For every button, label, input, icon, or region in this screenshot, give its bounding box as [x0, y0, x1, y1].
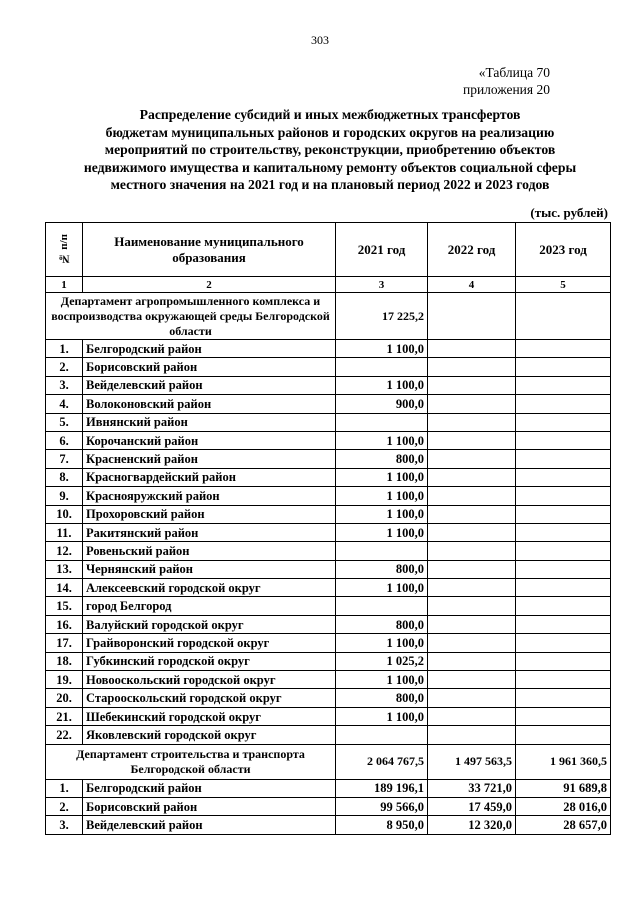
table-row [46, 395, 611, 413]
municipality-name: Губкинский городской округ [83, 652, 336, 670]
page-number: 303 [311, 33, 329, 47]
value-2022 [428, 376, 516, 394]
col-header-2022: 2022 год [428, 223, 516, 277]
municipality-name: Вейделевский район [83, 816, 336, 834]
row-number: 14. [46, 579, 83, 597]
municipality-name: Борисовский район [83, 358, 336, 376]
municipality-name: Прохоровский район [83, 505, 336, 523]
value-2021 [336, 542, 428, 560]
department-name: Департамент строительства и транспорта Белгородской области [46, 744, 336, 779]
value-2023 [516, 560, 611, 578]
department-total-2021: 17 225,2 [336, 293, 428, 340]
row-number: 18. [46, 652, 83, 670]
value-2022 [428, 671, 516, 689]
value-2023: 28 016,0 [516, 797, 611, 815]
value-2023 [516, 634, 611, 652]
municipality-name: Новооскольский городской округ [83, 671, 336, 689]
table-row [46, 450, 611, 468]
value-2023 [516, 431, 611, 449]
value-2022 [428, 560, 516, 578]
value-2022 [428, 652, 516, 670]
municipality-name: Красногвардейский район [83, 468, 336, 486]
table-row [46, 652, 611, 670]
department-total-2023: 1 961 360,5 [516, 744, 611, 779]
value-2021: 1 100,0 [336, 376, 428, 394]
value-2021: 1 100,0 [336, 340, 428, 358]
row-number: 11. [46, 523, 83, 541]
table-row [46, 468, 611, 486]
row-number: 16. [46, 615, 83, 633]
title-line: мероприятий по строительству, реконструкции, приобретению объектов [104, 142, 556, 157]
municipality-name: Старооскольский городской округ [83, 689, 336, 707]
value-2021: 1 100,0 [336, 579, 428, 597]
municipality-name: Валуйский городской округ [83, 615, 336, 633]
table-row [46, 615, 611, 633]
value-2023 [516, 450, 611, 468]
value-2022 [428, 340, 516, 358]
value-2021: 1 100,0 [336, 468, 428, 486]
header-row [46, 223, 611, 277]
title-line: местного значения на 2021 год и на плановый период 2022 и 2023 годов [110, 177, 550, 192]
value-2021: 8 950,0 [336, 816, 428, 834]
value-2022: 33 721,0 [428, 779, 516, 797]
row-number: 19. [46, 671, 83, 689]
column-number: 4 [428, 277, 516, 293]
title-line: Распределение субсидий и иных межбюджетных трансфертов [139, 107, 521, 122]
value-2023 [516, 542, 611, 560]
value-2021: 800,0 [336, 560, 428, 578]
table-row [46, 671, 611, 689]
table-row [46, 431, 611, 449]
value-2021 [336, 726, 428, 744]
value-2022 [428, 542, 516, 560]
value-2021: 800,0 [336, 689, 428, 707]
row-number: 2. [46, 797, 83, 815]
row-number: 20. [46, 689, 83, 707]
table-row [46, 523, 611, 541]
value-2023 [516, 707, 611, 725]
value-2021: 99 566,0 [336, 797, 428, 815]
municipality-name: Корочанский район [83, 431, 336, 449]
value-2022: 12 320,0 [428, 816, 516, 834]
value-2022 [428, 707, 516, 725]
department-name: Департамент агропромышленного комплекса и воспроизводства окружающей среды Белгородской области [46, 293, 336, 340]
municipality-name: Белгородский район [83, 779, 336, 797]
value-2021: 800,0 [336, 615, 428, 633]
row-number: 21. [46, 707, 83, 725]
column-number: 1 [46, 277, 83, 293]
table-row [46, 579, 611, 597]
department-total-2022: 1 497 563,5 [428, 744, 516, 779]
municipality-name: Борисовский район [83, 797, 336, 815]
table-row [46, 816, 611, 834]
value-2023 [516, 652, 611, 670]
table-row [46, 487, 611, 505]
value-2022 [428, 634, 516, 652]
row-number: 1. [46, 779, 83, 797]
value-2021: 800,0 [336, 450, 428, 468]
document-title [30, 106, 630, 194]
department-row [46, 293, 611, 340]
value-2023: 91 689,8 [516, 779, 611, 797]
value-2023 [516, 726, 611, 744]
value-2023 [516, 505, 611, 523]
value-2023 [516, 413, 611, 431]
table-row [46, 797, 611, 815]
municipality-name: Чернянский район [83, 560, 336, 578]
table-row [46, 542, 611, 560]
title-line: бюджетам муниципальных районов и городских округов на реализацию [105, 124, 555, 140]
value-2022 [428, 450, 516, 468]
municipality-name: Яковлевский городской округ [83, 726, 336, 744]
value-2022 [428, 505, 516, 523]
row-number: 10. [46, 505, 83, 523]
table-row [46, 779, 611, 797]
municipality-name: Шебекинский городской округ [83, 707, 336, 725]
row-number: 17. [46, 634, 83, 652]
row-number: 5. [46, 413, 83, 431]
row-number: 2. [46, 358, 83, 376]
column-number: 5 [516, 277, 611, 293]
table-row [46, 689, 611, 707]
row-number: 8. [46, 468, 83, 486]
department-row [46, 744, 611, 779]
value-2022 [428, 487, 516, 505]
value-2023 [516, 340, 611, 358]
col-header-name: Наименование муниципального образования [83, 223, 336, 277]
col-header-num-text: № п/п [58, 234, 70, 265]
value-2022 [428, 597, 516, 615]
value-2023: 28 657,0 [516, 816, 611, 834]
value-2023 [516, 358, 611, 376]
value-2022 [428, 615, 516, 633]
value-2023 [516, 597, 611, 615]
municipality-name: Белгородский район [83, 340, 336, 358]
row-number: 7. [46, 450, 83, 468]
value-2022 [428, 431, 516, 449]
value-2023 [516, 615, 611, 633]
value-2023 [516, 395, 611, 413]
table-reference-line2: приложения 20 [462, 82, 550, 97]
value-2021: 1 100,0 [336, 671, 428, 689]
value-2022 [428, 468, 516, 486]
value-2021: 189 196,1 [336, 779, 428, 797]
row-number: 12. [46, 542, 83, 560]
value-2023 [516, 376, 611, 394]
row-number: 1. [46, 340, 83, 358]
value-2021: 1 100,0 [336, 634, 428, 652]
table-row [46, 358, 611, 376]
table-row [46, 413, 611, 431]
subsidy-table [45, 222, 611, 835]
value-2023 [516, 689, 611, 707]
col-header-2023: 2023 год [516, 223, 611, 277]
value-2021 [336, 597, 428, 615]
col-header-2021: 2021 год [336, 223, 428, 277]
table-row [46, 376, 611, 394]
department-total-2021: 2 064 767,5 [336, 744, 428, 779]
value-2021 [336, 358, 428, 376]
table-row [46, 560, 611, 578]
value-2022 [428, 523, 516, 541]
value-2021 [336, 413, 428, 431]
row-number: 6. [46, 431, 83, 449]
municipality-name: Краснояружский район [83, 487, 336, 505]
municipality-name: Волоконовский район [83, 395, 336, 413]
table-row [46, 726, 611, 744]
row-number: 13. [46, 560, 83, 578]
column-number: 3 [336, 277, 428, 293]
municipality-name: Грайворонский городской округ [83, 634, 336, 652]
municipality-name: Ракитянский район [83, 523, 336, 541]
value-2023 [516, 671, 611, 689]
column-number: 2 [83, 277, 336, 293]
table-row [46, 597, 611, 615]
value-2021: 1 025,2 [336, 652, 428, 670]
table-row [46, 634, 611, 652]
value-2022: 17 459,0 [428, 797, 516, 815]
municipality-name: Ровеньский район [83, 542, 336, 560]
table-reference-line1: «Таблица 70 [478, 65, 550, 80]
value-2022 [428, 579, 516, 597]
row-number: 3. [46, 816, 83, 834]
row-number: 4. [46, 395, 83, 413]
value-2021: 1 100,0 [336, 505, 428, 523]
value-2021: 1 100,0 [336, 707, 428, 725]
table-row [46, 340, 611, 358]
value-2021: 1 100,0 [336, 487, 428, 505]
municipality-name: Вейделевский район [83, 376, 336, 394]
department-total-2023 [516, 293, 611, 340]
units-label: (тыс. рублей) [530, 205, 608, 220]
column-number-row [46, 277, 611, 293]
row-number: 22. [46, 726, 83, 744]
value-2022 [428, 358, 516, 376]
col-header-num [46, 223, 83, 277]
municipality-name: Красненский район [83, 450, 336, 468]
value-2023 [516, 579, 611, 597]
municipality-name: Ивнянский район [83, 413, 336, 431]
value-2021: 1 100,0 [336, 431, 428, 449]
value-2022 [428, 726, 516, 744]
department-total-2022 [428, 293, 516, 340]
row-number: 3. [46, 376, 83, 394]
value-2022 [428, 395, 516, 413]
municipality-name: город Белгород [83, 597, 336, 615]
row-number: 15. [46, 597, 83, 615]
municipality-name: Алексеевский городской округ [83, 579, 336, 597]
table-row [46, 707, 611, 725]
title-line: недвижимого имущества и капитальному ремонту объектов социальной сферы [83, 159, 577, 175]
value-2023 [516, 523, 611, 541]
value-2021: 900,0 [336, 395, 428, 413]
value-2022 [428, 413, 516, 431]
table-row [46, 505, 611, 523]
value-2023 [516, 468, 611, 486]
value-2021: 1 100,0 [336, 523, 428, 541]
value-2023 [516, 487, 611, 505]
value-2022 [428, 689, 516, 707]
row-number: 9. [46, 487, 83, 505]
